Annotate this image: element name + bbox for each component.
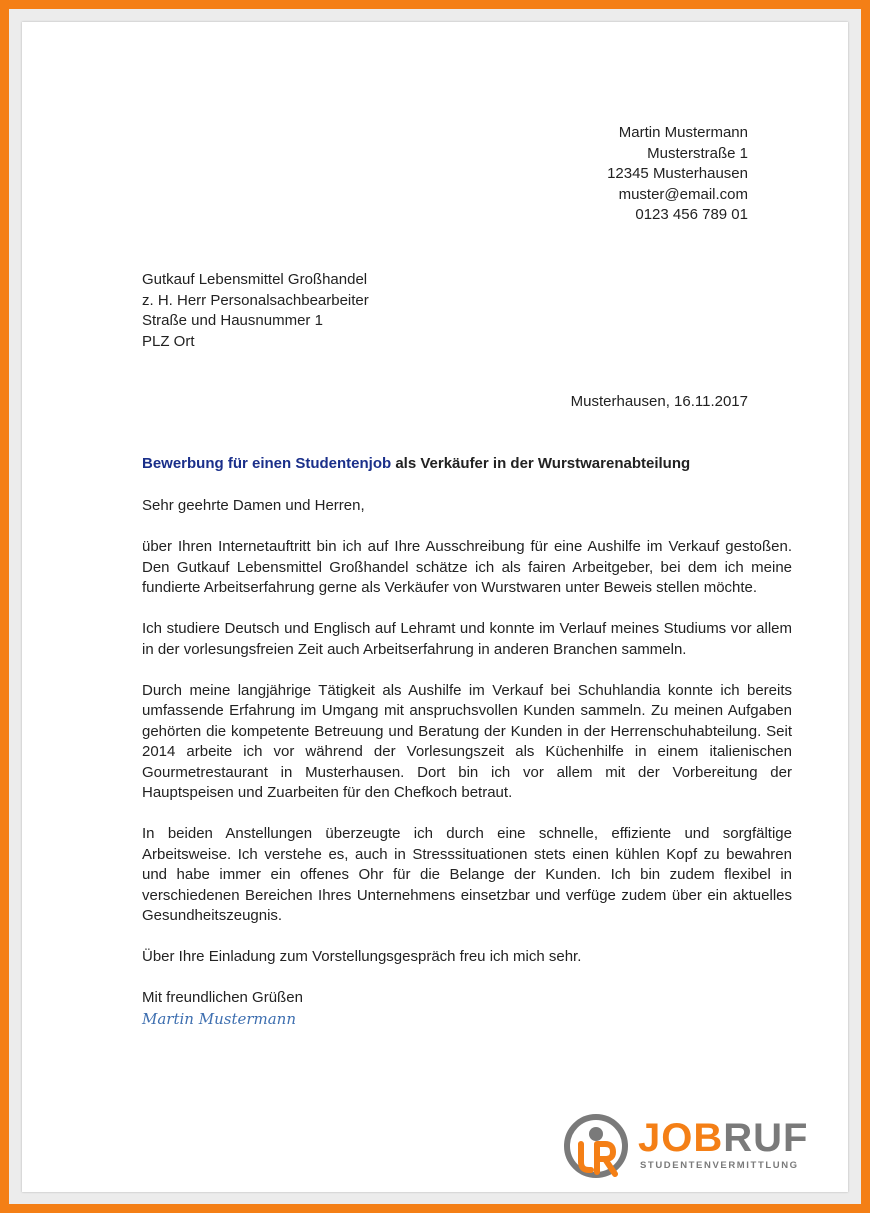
paragraph-1: über Ihren Internetauftritt bin ich auf Ihre Ausschreibung für eine Aushilfe im Verkauf gestoßen. Den Gutkauf Lebensmittel Großhandel schätze ich als fairen Arbeitgeber, bei dem ich meine fundierte Arbeitserfahrung gerne als Verkäufer von Wurstwaren unter Beweis stellen möchte. — [142, 538, 792, 596]
date-line: Musterhausen, 16.11.2017 — [570, 393, 748, 410]
sender-name: Martin Mustermann — [618, 124, 748, 141]
jobruf-logo — [563, 1110, 809, 1186]
salutation: Sehr geehrte Damen und Herren, — [142, 497, 365, 514]
recipient-attention: z. H. Herr Personalsachbearbeiter — [142, 291, 369, 309]
logo-job: JOB — [638, 1116, 724, 1160]
sender-city: 12345 Musterhausen — [607, 165, 748, 182]
recipient-street: Straße und Hausnummer 1 — [142, 312, 323, 329]
subject-rest: als Verkäufer in der Wurstwarenabteilung — [391, 455, 691, 472]
paragraph-5: Über Ihre Einladung zum Vorstellungsgespräch freu ich mich sehr. — [142, 948, 582, 965]
subject-line — [142, 455, 690, 472]
paragraph-3: Durch meine langjährige Tätigkeit als Aushilfe im Verkauf bei Schuhlandia konnte ich bereits umfassende Erfahrung im Umgang mit anspruchsvollen Kunden sammeln. Zu meinen Aufgaben gehörten die kompetente Betreuung und Beratung der Kunden in der Herrenschuhabteilung. Seit 2014 arbeite ich vor während der Vorlesungszeit als Küchenhilfe in einem italienischen Gourmetrestaurant in Musterhausen. Dort bin ich vor allem mit der Vorbereitung der Hauptspeisen und Zuarbeiten für den Chefkoch betraut. — [142, 681, 792, 801]
recipient-address — [142, 270, 369, 352]
paragraph-4: In beiden Anstellungen überzeugte ich durch eine schnelle, effiziente und sorgfältige Arbeitsweise. Ich verstehe es, auch in Stresssituationen stets einen kühlen Kopf zu bewahren und habe immer ein offenes Ohr für die Belange der Kunden. Ich bin zudem flexibel in verschiedenen Bereichen Ihres Unternehmens einsetzbar und verfüge zudem über ein aktuelles Gesundheitszeugnis. — [142, 825, 792, 924]
letter-page — [22, 22, 848, 1192]
logo-ruf: RUF — [723, 1116, 809, 1160]
sender-address — [607, 123, 748, 226]
letter-body — [142, 496, 792, 1029]
logo-wordmark — [638, 1116, 808, 1161]
recipient-city: PLZ Ort — [142, 332, 195, 350]
sender-phone: 0123 456 789 01 — [635, 206, 748, 223]
closing: Mit freundlichen Grüßen — [142, 989, 303, 1006]
paragraph-2: Ich studiere Deutsch und Englisch auf Lehramt und konnte im Verlauf meines Studiums vor allem in der vorlesungsfreien Zeit auch Arbeitserfahrung in anderen Branchen sammeln. — [142, 620, 792, 658]
subject-highlight: Bewerbung für einen Studentenjob — [142, 455, 392, 472]
sender-email: muster@email.com — [618, 185, 748, 203]
sender-street: Musterstraße 1 — [647, 144, 748, 162]
signature: Martin Mustermann — [142, 1009, 297, 1028]
logo-tagline: STUDENTENVERMITTLUNG — [640, 1160, 799, 1171]
jobruf-emblem-icon — [563, 1110, 633, 1186]
recipient-company: Gutkauf Lebensmittel Großhandel — [142, 271, 368, 288]
